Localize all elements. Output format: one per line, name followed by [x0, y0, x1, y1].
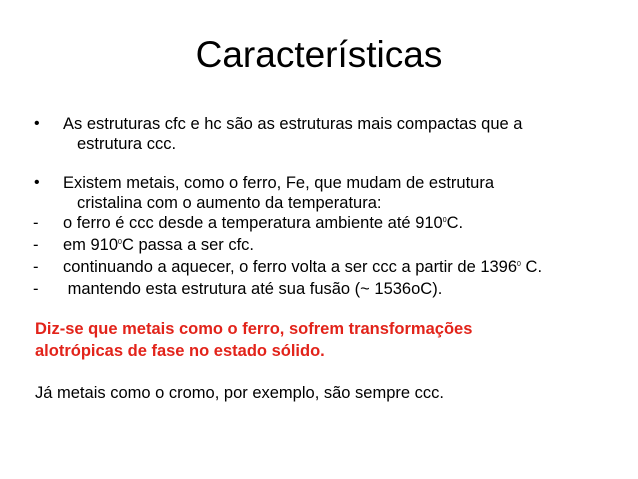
dash-text: o ferro é ccc desde a temperatura ambiente até 910: [63, 214, 443, 232]
highlight-line-1: Diz-se que metais como o ferro, sofrem transformações: [35, 320, 473, 338]
dash-text: em 910: [63, 236, 119, 254]
dash-marker: -: [33, 258, 39, 276]
highlight-line-2: alotrópicas de fase no estado sólido.: [35, 342, 325, 360]
degree-superscript: 0: [517, 261, 521, 268]
bullet-continuation: estrutura ccc.: [77, 135, 177, 153]
dash-text-suffix: C passa a ser cfc.: [121, 236, 255, 254]
bullet-marker: •: [34, 115, 40, 132]
dash-text: continuando a aquecer, o ferro volta a ser ccc a partir de 1396: [63, 258, 518, 276]
dash-text: mantendo esta estrutura até sua fusão (~ 1536oC).: [63, 280, 443, 298]
dash-marker: -: [33, 214, 39, 232]
dash-text-suffix: C.: [446, 214, 464, 232]
slide-title: Características: [195, 34, 443, 75]
bullet-continuation: cristalina com o aumento da temperatura:: [77, 194, 382, 212]
bullet-marker: •: [34, 174, 40, 191]
dash-marker: -: [33, 236, 39, 254]
bullet-text: Existem metais, como o ferro, Fe, que mudam de estrutura: [63, 174, 495, 192]
degree-superscript: 0: [442, 217, 447, 224]
degree-superscript: 0: [118, 239, 122, 246]
dash-text-suffix: C.: [520, 258, 543, 276]
bullet-text: As estruturas cfc e hc são as estruturas mais compactas que a: [63, 115, 523, 133]
closing-text: Já metais como o cromo, por exemplo, são sempre ccc.: [35, 384, 444, 402]
dash-marker: -: [33, 280, 39, 298]
